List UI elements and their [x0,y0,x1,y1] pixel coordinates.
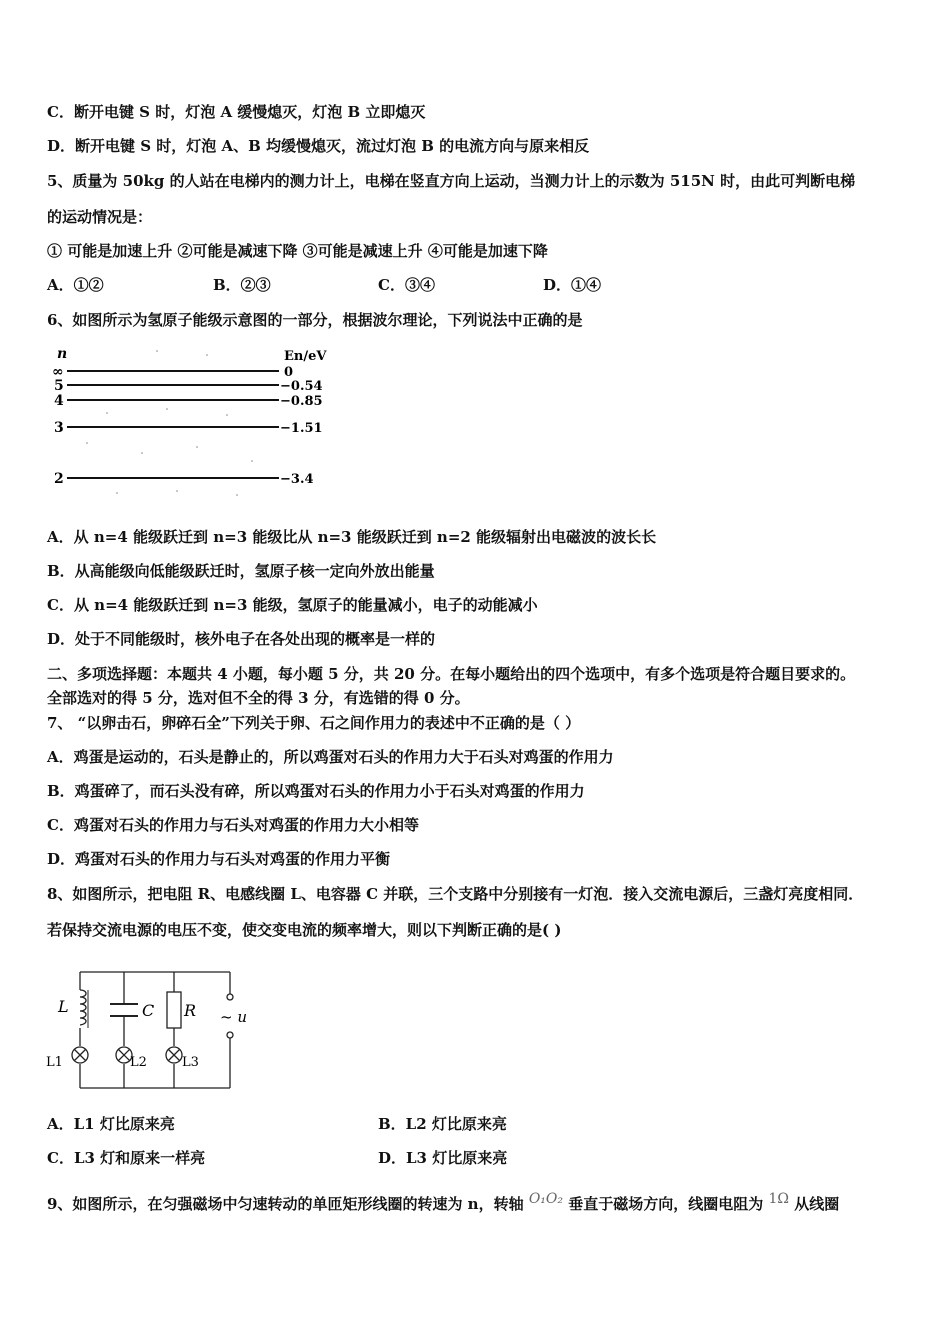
q5-choices: ① 可能是加速上升 ②可能是减速下降 ③可能是减速上升 ④可能是加速下降 [47,242,548,260]
lamp1-cross [74,1049,86,1061]
label-lamp2: L2 [130,1055,147,1070]
q4-option-c: C．断开电键 S 时，灯泡 A 缓慢熄灭，灯泡 B 立即熄灭 [47,103,426,121]
q7-option-d: D．鸡蛋对石头的作用力与石头对鸡蛋的作用力平衡 [47,850,391,868]
q5-option-a: A．①② [47,276,104,294]
q6-option-d: D．处于不同能级时，核外电子在各处出现的概率是一样的 [47,630,436,648]
lamp2-cross [118,1049,130,1061]
level-e-inf: 0 [284,365,294,380]
q6-option-a: A．从 n=4 能级跃迁到 n=3 能级比从 n=3 能级跃迁到 n=2 能级辐射出电磁波的波长长 [47,528,657,546]
q8-option-d: D．L3 灯比原来亮 [378,1149,508,1167]
q8-option-c: C．L3 灯和原来一样亮 [47,1149,206,1167]
q5-stem-line1: 5、质量为 50kg 的人站在电梯内的测力计上，电梯在竖直方向上运动，当测力计上的示数为 515N 时，由此可判断电梯 [47,172,856,190]
capacitor-plates [110,1004,138,1016]
section2-heading-line1: 二、多项选择题：本题共 4 小题，每小题 5 分，共 20 分。在每小题给出的四个选项中，有多个选项是符合题目要求的。 [47,665,856,683]
n-header: n [57,346,68,362]
inductor-coil [80,990,86,1025]
q5-stem-line2: 的运动情况是： [47,208,153,226]
q8-option-a: A．L1 灯比原来亮 [47,1115,175,1133]
q9-stem [47,1191,840,1215]
q9-stem-part3: 从线圈 [794,1195,840,1213]
label-capacitor: C [142,1001,155,1020]
level-n-5: 5 [54,378,64,394]
q5-option-b: B．②③ [213,276,271,294]
q9-resistance-symbol: 1Ω [768,1191,789,1207]
q9-axis-symbol: O₁O₂ [528,1191,563,1207]
terminal-top [227,994,233,1000]
level-n-4: 4 [54,393,64,409]
section2-heading-line2: 全部选对的得 5 分，选对但不全的得 3 分，有选错的得 0 分。 [47,689,470,707]
terminal-bottom [227,1032,233,1038]
level-e-5: −0.54 [280,379,323,394]
energy-level-diagram [47,343,337,503]
level-e-2: −3.4 [280,472,314,487]
parallel-circuit-diagram [44,966,254,1096]
circuit-frame-wire [80,972,230,1088]
q7-option-b: B．鸡蛋碎了，而石头没有碎，所以鸡蛋对石头的作用力小于石头对鸡蛋的作用力 [47,782,585,800]
q5-option-c: C．③④ [378,276,435,294]
energy-header: En/eV [284,349,327,364]
q9-stem-part2: 垂直于磁场方向，线圈电阻为 [568,1195,764,1213]
q8-stem-line2: 若保持交流电源的电压不变，使交变电流的频率增大，则以下判断正确的是( ) [47,921,562,939]
level-n-3: 3 [54,420,64,436]
label-lamp1: L1 [46,1055,63,1070]
q7-stem: 7、 “以卵击石，卵碎石全”下列关于卵、石之间作用力的表述中不正确的是（ ） [47,714,581,732]
q7-option-c: C．鸡蛋对石头的作用力与石头对鸡蛋的作用力大小相等 [47,816,419,834]
q6-option-c: C．从 n=4 能级跃迁到 n=3 能级，氢原子的能量减小，电子的动能减小 [47,596,538,614]
level-n-2: 2 [54,471,64,487]
label-inductor: L [58,997,69,1016]
q8-option-b: B．L2 灯比原来亮 [378,1115,507,1133]
label-resistor: R [184,1001,197,1020]
q7-option-a: A．鸡蛋是运动的，石头是静止的，所以鸡蛋对石头的作用力大于石头对鸡蛋的作用力 [47,748,614,766]
q6-option-b: B．从高能级向低能级跃迁时，氢原子核一定向外放出能量 [47,562,435,580]
q6-stem: 6、如图所示为氢原子能级示意图的一部分，根据波尔理论，下列说法中正确的是 [47,311,583,329]
level-e-3: −1.51 [280,421,323,436]
lamp3-cross [168,1049,180,1061]
q5-option-d: D．①④ [543,276,602,294]
level-e-4: −0.85 [280,394,323,409]
q4-option-d: D．断开电键 S 时，灯泡 A、B 均缓慢熄灭，流过灯泡 B 的电流方向与原来相反 [47,137,590,155]
resistor-box [167,992,181,1028]
label-source: ~ u [220,1008,247,1026]
q9-stem-part1: 9、如图所示，在匀强磁场中匀速转动的单匝矩形线圈的转速为 n，转轴 [47,1195,524,1213]
level-n-inf: ∞ [52,364,64,380]
scan-noise-dots [86,350,253,496]
label-lamp3: L3 [182,1055,199,1070]
q8-stem-line1: 8、如图所示，把电阻 R、电感线圈 L、电容器 C 并联，三个支路中分别接有一灯泡．接入交流电源后，三盏灯亮度相同． [47,885,864,903]
